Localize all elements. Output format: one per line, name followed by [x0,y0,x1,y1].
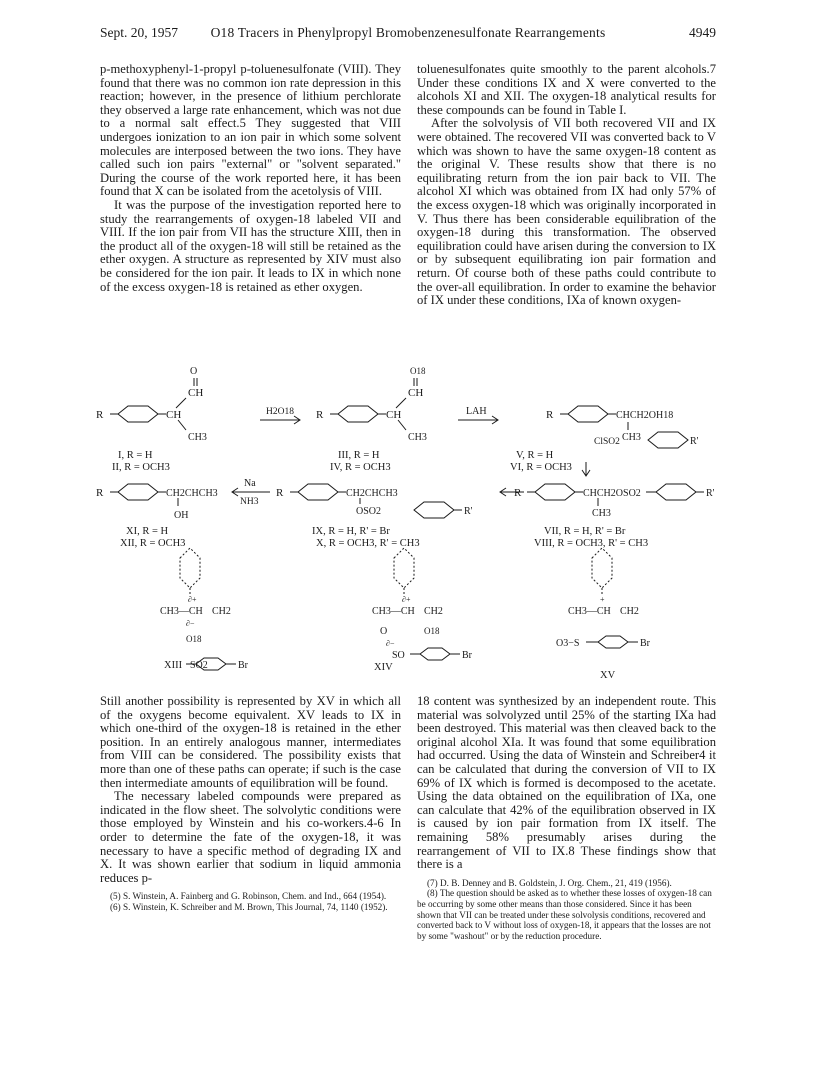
label-xii: XII, R = OCH3 [120,538,186,549]
ion-fragment: CH3—CH [372,606,415,617]
header-title: O18 Tracers in Phenylpropyl Bromobenzenesulfonate Rearrangements [210,25,606,40]
label-xi: XI, R = H [126,526,169,537]
label-i: I, R = H [118,450,153,461]
paragraph: It was the purpose of the investigation reported here to study the rearrangements of oxygen-18 labeled VII and VIII. If the ion pair from VII has the structure XIII, then in the product all of the oxygen-18 will still be retained as the ether oxygen. A structure as represented by XIV must also be considered for the ion pair. It leads to IX in which none of the excess oxygen-18 is retained as ether oxygen. [100,197,401,294]
right-column-top [417,63,716,308]
running-header [100,25,716,45]
label-viii: VIII, R = OCH3, R' = CH3 [534,538,649,549]
delta-minus: ∂− [386,639,395,648]
scheme-br: Br [238,660,248,671]
label-vii: VII, R = H, R' = Br [544,526,626,537]
delta-plus: ∂+ [188,595,197,604]
scheme-r-prime: R' [690,436,699,447]
benzene-ring-clso2 [648,432,688,448]
benzene-ring-xv-sulfonyl [598,636,628,648]
benzene-ring-xi [118,484,158,500]
right-column-bottom [417,695,716,941]
scheme-so2: SO2 [190,660,208,671]
left-column-bottom [100,695,401,913]
reagent-na: Na [244,478,256,489]
plus-sign: + [600,595,605,604]
label-iv: IV, R = OCH3 [330,462,391,473]
ion-ch2: CH2 [620,606,639,617]
scheme-o: O [380,626,388,637]
left-column-top [100,63,401,294]
reagent-lah: LAH [466,406,487,417]
scheme-o18: O18 [186,634,202,644]
scheme-ch: CH [188,387,204,399]
footnote: (7) D. B. Denney and B. Goldstein, J. Org. Chem., 21, 419 (1956). [427,877,672,888]
label-vi: VI, R = OCH3 [510,462,572,473]
label-xiv: XIV [374,662,393,673]
delta-plus: ∂+ [402,595,411,604]
scheme-ch: CH [408,387,424,399]
scheme-so: SO [392,650,405,661]
paragraph: After the solvolysis of VII both recovered VII and IX were obtained. The recovered VII was converted back to V which was shown to have the same oxygen-18 content as the original V. These results show that there is no equilibrating return from the ion pair back to VII. The alcohol XI which was obtained from IX had only 57% of the excess oxygen-18 which was originally incorporated in V. Thus there has been considerable equilibration of the oxygen-18 during this transformation. The observed equilibration could have arisen during the conversion to IX or by subsequent equilibrating ion pair formation and return. Of course both of these paths could contribute to the over-all equilibration. In order to examine the behavior of IX under these conditions, IXa of known oxygen- [417,116,716,308]
reagent-h2o18: H2O18 [266,407,294,417]
reaction-scheme [90,358,730,688]
benzene-ring-ix-sulfonyl [414,502,454,518]
scheme-o: O [190,366,198,377]
ion-ch2: CH2 [424,606,443,617]
scheme-ch: CH [386,409,402,421]
paragraph: toluenesulfonates quite smoothly to the parent alcohols.7 Under these conditions IX and X were converted to the alcohols XI and XII. The oxygen-18 analytical results for these compounds can be found in Table I. [417,62,716,117]
ion-fragment: CH3—CH [160,606,203,617]
benzene-ring-5 [568,406,608,422]
scheme-r: R [96,487,104,499]
scheme-oso2: OSO2 [356,506,382,517]
label-iii: III, R = H [338,450,380,461]
footnotes-right [417,878,716,942]
scheme-ch: CH [166,409,182,421]
prod-ix: CH2CHCH3 [346,488,398,499]
scheme-r-prime: R' [464,506,473,517]
scheme-r: R [276,487,284,499]
paragraph: 18 content was synthesized by an independent route. This material was solvolyzed until 25% of the starting IXa had been destroyed. This material was then cleaved back to the original alcohol XIa. It was found that some equilibration had occurred. Using the data of Winstein and Schreiber4 it can be calculated that during the conversion of VII to IX 69% of IX which is formed is decomposed to the acetate. Using the data obtained on the equilibration of IXa, one can calculate that 42% of the equilibration observed in IX is caused by ion pair formation from IX itself. The remaining 58% presumably arises during the rearrangement of VII to IX.8 These findings show that there is a [417,694,716,872]
benzene-ring-1 [118,406,158,422]
reagent-nh3: NH3 [240,497,259,507]
paragraph: Still another possibility is represented by XV in which all of the oxygens become equivalent. XV leads to IX in which one-third of the oxygen-18 is retained in the ether position. In an entirely analogous manner, intermediates from VIII can be considered. The possibility exists that more than one of these paths can operate; if such is the case then intermediate amounts of equilibration will be found. [100,694,401,790]
reaction-scheme-svg [90,358,730,688]
scheme-o18: O18 [410,366,426,376]
benzene-ring-vii [535,484,575,500]
footnotes-left [100,891,401,912]
scheme-r: R [96,409,104,421]
scheme-br: Br [462,650,472,661]
ion-fragment: CH3—CH [568,606,611,617]
label-xv: XV [600,670,616,681]
footnote: (8) The question should be asked as to whether these losses of oxygen-18 can be occurring by some other means than those considered. Since it has been shown that VII can be treated under these solvolysis conditions, recovered and converted back to V without loss of oxygen-18, it appears that the losses are not by some "washout" or by the reduction procedure. [417,888,712,941]
benzene-ring-3 [338,406,378,422]
scheme-ch3: CH3 [622,432,641,443]
prod-xi: CH2CHCH3 [166,488,218,499]
paragraph: p-methoxyphenyl-1-propyl p-toluenesulfonate (VIII). They found that there was no common ion rate depression in this reaction; however, in the presence of lithium perchlorate they observed a large rate enhancement, which was not due to a normal salt effect.5 They suggested that VIII undergoes ionization to an ion pair in which some solvent molecules are interposed between the two ions. They have called such ion pairs "external" or "solvent separated." During the course of the work reported here, it has been found that X can be isolated from the acetolysis of VIII. [100,62,401,199]
benzene-ring-xiv-sulfonyl [420,648,450,660]
label-ix: IX, R = H, R' = Br [312,526,390,537]
scheme-r: R [546,409,554,421]
alcohol-v: CHCH2OH18 [616,410,674,421]
scheme-o18: O18 [424,626,440,636]
label-v: V, R = H [516,450,554,461]
page-number: 4949 [689,25,716,40]
scheme-br: Br [640,638,650,649]
header-date: Sept. 20, 1957 [100,25,179,40]
benzene-ring-xiii [180,548,200,588]
benzene-ring-xiv [394,548,414,588]
ion-ch2: CH2 [212,606,231,617]
footnote: (5) S. Winstein, A. Fainberg and G. Robinson, Chem. and Ind., 664 (1954). [110,891,387,902]
scheme-o3s: O3−S [556,638,580,649]
benzene-ring-vii-sulfonyl [656,484,696,500]
scheme-r: R [514,487,522,499]
scheme-ch3: CH3 [408,432,427,443]
paragraph: The necessary labeled compounds were prepared as indicated in the flow sheet. The solvolytic conditions were those employed by Winstein and his co-workers.4-6 In order to determine the fate of the oxygen-18, it was necessary to have a specific method of degrading IX and X. It was shown earlier that sodium in liquid ammonia reduces p- [100,789,401,885]
ester-vii: CHCH2OSO2 [583,488,641,499]
scheme-oh: OH [174,510,189,521]
footnote: (6) S. Winstein, K. Schreiber and M. Brown, This Journal, 74, 1140 (1952). [110,901,388,912]
scheme-ch3: CH3 [592,508,611,519]
scheme-ch3: CH3 [188,432,207,443]
label-ii: II, R = OCH3 [112,462,170,473]
benzene-ring-xv [592,548,612,588]
benzene-ring-ix [298,484,338,500]
label-x: X, R = OCH3, R' = CH3 [316,538,420,549]
scheme-r-prime: R' [706,488,715,499]
label-xiii: XIII [164,660,183,671]
reagent-clso2: ClSO2 [594,437,620,447]
delta-minus: ∂− [186,619,195,628]
scheme-r: R [316,409,324,421]
